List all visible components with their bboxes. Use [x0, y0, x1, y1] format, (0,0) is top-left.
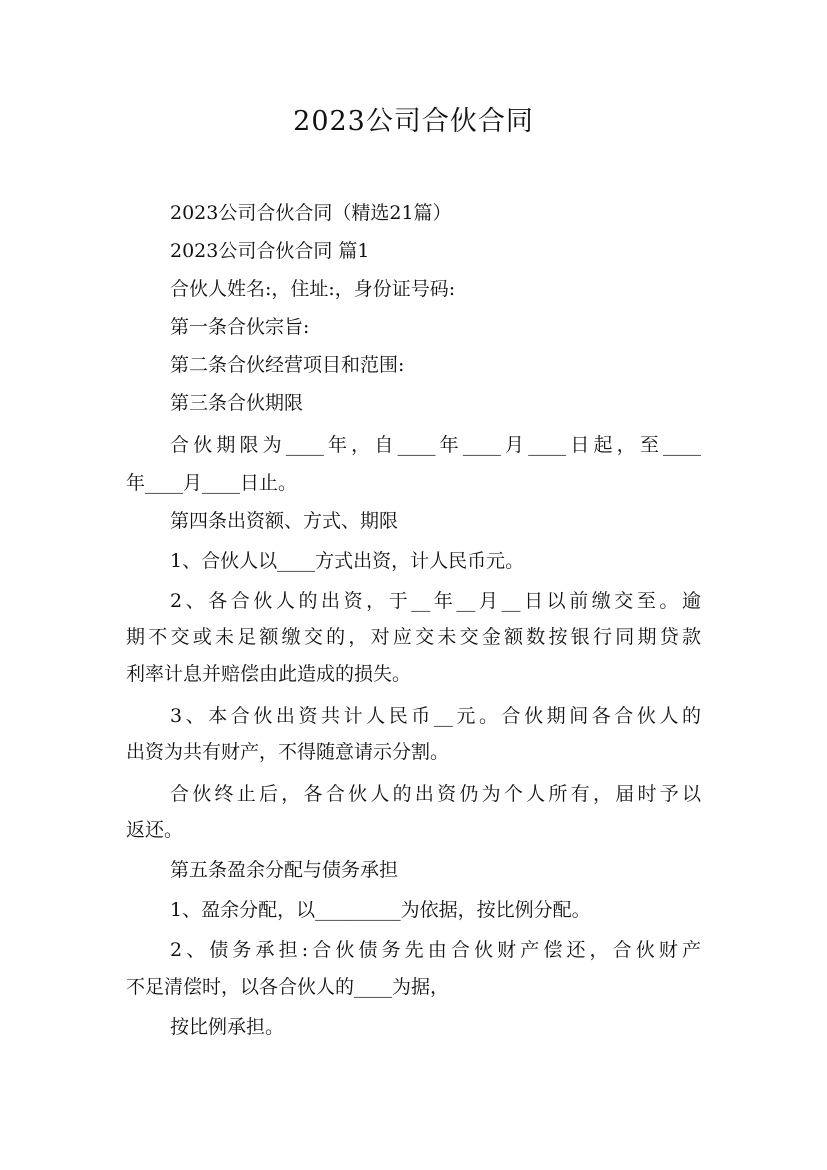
paragraph-line: 期不交或未足额缴交的，对应交未交金额数按银行同期贷款 — [126, 626, 701, 648]
article-heading: 第三条合伙期限 — [170, 392, 304, 414]
paragraph-line: 按比例承担。 — [170, 1016, 285, 1038]
paragraph-line: 3、本合伙出资共计人民币__元。合伙期间各合伙人的 — [170, 705, 701, 727]
article-heading: 第五条盈余分配与债务承担 — [170, 859, 399, 881]
paragraph-line: 1、合伙人以____方式出资，计人民币元。 — [170, 550, 525, 572]
paragraph-line: 利率计息并赔偿由此造成的损失。 — [126, 663, 412, 685]
paragraph-line: 年____月____日止。 — [126, 472, 298, 494]
paragraph-line: 2、债务承担:合伙债务先由合伙财产偿还，合伙财产 — [170, 939, 701, 961]
paragraph-line: 返还。 — [126, 819, 184, 841]
document-title: 2023公司合伙合同 — [293, 106, 534, 137]
paragraph-line: 1、盈余分配，以_________为依据，按比例分配。 — [170, 899, 591, 921]
document-subtitle: 2023公司合伙合同（精选21篇） — [170, 202, 452, 224]
paragraph-line: 合伙期限为____年，自____年____月____日起，至____ — [170, 434, 701, 456]
article-heading: 第二条合伙经营项目和范围: — [170, 354, 405, 376]
paragraph-line: 合伙终止后，各合伙人的出资仍为个人所有，届时予以 — [170, 783, 701, 805]
article-heading: 第四条出资额、方式、期限 — [170, 510, 399, 532]
paragraph-line: 合伙人姓名:，住址:，身份证号码: — [170, 278, 456, 300]
section-heading: 2023公司合伙合同 篇1 — [170, 240, 370, 262]
article-heading: 第一条合伙宗旨: — [170, 316, 310, 338]
paragraph-line: 2、各合伙人的出资，于__年__月__日以前缴交至。逾 — [170, 590, 701, 612]
paragraph-line: 不足清偿时，以各合伙人的____为据， — [126, 976, 450, 998]
paragraph-line: 出资为共有财产，不得随意请示分割。 — [126, 741, 450, 763]
